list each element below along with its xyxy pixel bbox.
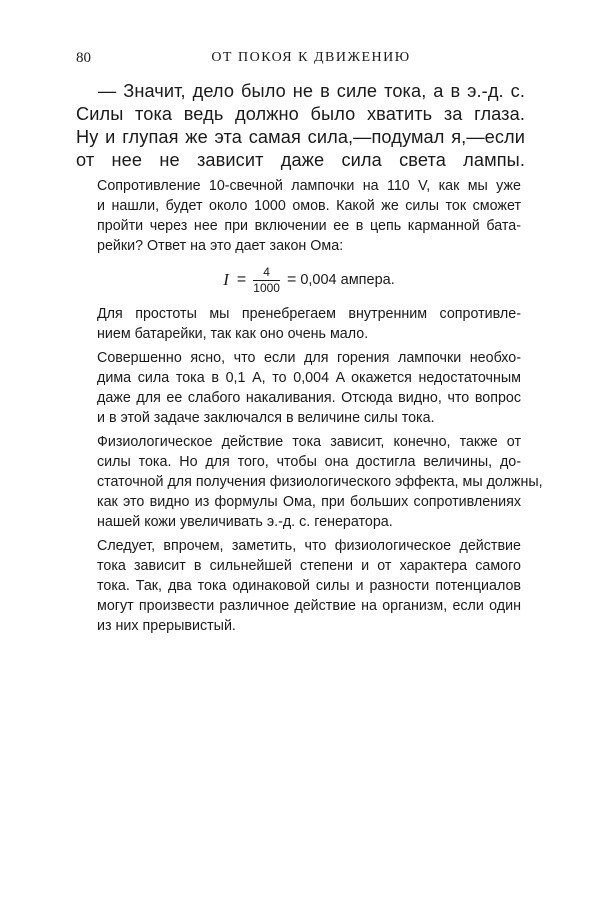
text-line: Следует, впрочем, заметить, что физиологическое действие [97,538,521,554]
text-line: из них прерывистый. [97,618,236,634]
text-line: Физиологическое действие тока зависит, конечно, также от [97,434,521,450]
text-line: Сопротивление 10-свечной лампочки на 110 V, как мы уже [97,178,521,194]
fraction-numerator: 4 [263,264,270,279]
text-line: Для простоты мы пренебрегаем внутренним сопротивле- [97,306,521,322]
paragraph-character [97,536,521,636]
text-line: силы тока. Но для того, чтобы она достигла величины, до- [97,454,521,470]
formula-result: 0,004 ампера. [300,272,395,288]
text-line: и нашли, будет около 1000 омов. Какой же силы ток сможет [97,198,521,214]
page-number: 80 [76,50,91,66]
text-line: дима сила тока в 0,1 A, то 0,004 A окажется недостаточным [97,370,521,386]
paragraph-simplicity [97,304,521,344]
text-line: статочной для получения физиологического эффекта, мы должны, [97,474,543,490]
text-line: пройти через нее при включении ее в цепь карманной бата- [97,218,521,234]
text-line: даже для ее слабого накаливания. Отсюда видно, что вопрос [97,390,521,406]
formula-variable: I [223,270,229,289]
text-line: как это видно из формулы Ома, при больших сопротивлениях [97,494,521,510]
paragraph-resistance [97,176,521,256]
dialogue-line: — Значит, дело было не в силе тока, а в э.-д. с. [98,81,525,101]
text-line: тока. Так, два тока одинаковой силы и разности потенциалов [97,578,521,594]
text-line: нашей кожи увеличивать э.-д. с. генератора. [97,514,393,530]
text-line: и в этой задаче заключался в величине силы тока. [97,410,435,426]
formula-fraction [253,266,280,295]
formula-equals: = [236,271,247,288]
dialogue-line: от нее не зависит даже сила света лампы. [76,150,525,170]
paragraph-physiological [97,432,543,532]
dialogue-line: Силы тока ведь должно было хватить за глаза. [76,104,525,124]
dialogue-line: Ну и глупая же эта самая сила,—подумал я,—если [76,127,525,147]
text-line: нием батарейки, так как оно очень мало. [97,326,369,342]
body-text [97,176,543,636]
running-head: ОТ ПОКОЯ К ДВИЖЕНИЮ [211,50,411,65]
text-line: Совершенно ясно, что если для горения лампочки необхо- [97,350,521,366]
text-line: рейки? Ответ на это дает закон Ома: [97,238,344,254]
text-line: тока зависит в сильнейшей степени и от характера самого [97,558,521,574]
paragraph-current [97,348,521,428]
dialogue-block [76,80,525,172]
fraction-denominator: 1000 [253,280,280,295]
text-line: могут произвести различное действие на организм, если один [97,598,521,614]
ohm-formula [97,258,521,302]
formula-equals: = [286,271,297,288]
